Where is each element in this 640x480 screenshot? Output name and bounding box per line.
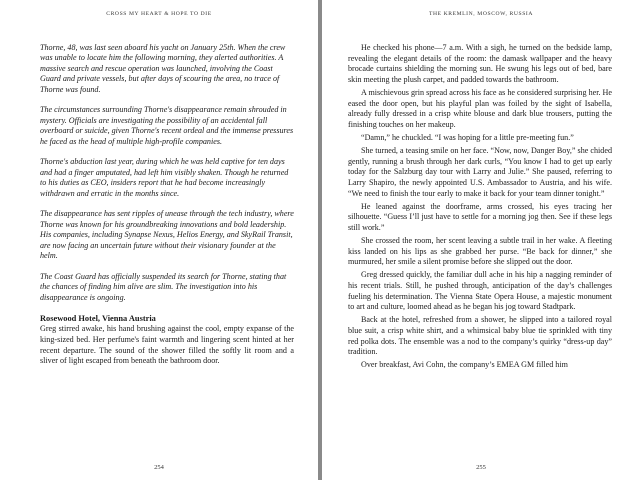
news-paragraph: Thorne, 48, was last seen aboard his yacht on January 25th. When the crew was unable to locate him the following morning, they alerted authorities. A massive search and rescue operation was launched, involving the Coast Guard and private vessels, but after days of scouring the area, no trace of Thorne was found. <box>40 43 286 94</box>
page-number-left: 254 <box>154 464 164 471</box>
news-paragraph: The circumstances surrounding Thorne's disappearance remain shrouded in mystery. Officials are investigating the possibility of an accidental fall overboard or suicide, given Thorne's recent ordeal and the immense pressures he faced as the head of multiple high-profile companies. <box>40 105 294 146</box>
body-paragraph: A mischievous grin spread across his face as he considered surprising her. He eased the door open, but his playful plan was foiled by the sight of Isabella, already fully dressed in a crisp white blouse and dark blue trousers, putting the finishing touches on her makeup. <box>348 87 612 129</box>
running-header-left: CROSS MY HEART & HOPE TO DIE <box>106 11 212 17</box>
body-paragraph: Back at the hotel, refreshed from a shower, he slipped into a tailored royal blue suit, a crisp white shirt, and a whimsical baby blue tie sprinkled with tiny red polka dots. The ensemble was a nod to the company’s quirky “dress-up day” tradition. <box>348 315 612 357</box>
section-heading: Rosewood Hotel, Vienna Austria <box>40 314 156 324</box>
body-paragraph: Greg stirred awake, his hand brushing against the cool, empty expanse of the king-sized bed. Her perfume's faint warmth and lingering scent hinted at her recent departure. The sound of the shower filled the softly lit room and a sliver of light escaped from beneath the bathroom door. <box>40 324 294 366</box>
body-paragraph: “Damn,” he chuckled. “I was hoping for a little pre-meeting fun.” <box>361 132 574 142</box>
body-paragraph: Greg dressed quickly, the familiar dull ache in his hip a nagging reminder of his recent trials. Still, he pushed through, anticipation of the day’s challenges fueling his determination. The Vienna State Opera House, a majestic monument to art and culture, loomed ahead as he began his jog toward Stadtpark. <box>348 270 612 312</box>
body-paragraph: He checked his phone—7 a.m. With a sigh, he turned on the bedside lamp, revealing the elegant details of the room: the damask wallpaper and the heavy brocade curtains shielding the morning sun. He swung his legs out of bed, bare skin meeting the plush carpet, and padded towards the bathroom. <box>348 43 612 84</box>
news-paragraph: Thorne's abduction last year, during which he was held captive for ten days and had a finger amputated, had left him visibly shaken. Though he returned to his duties as CEO, insiders report that he had become increasingly withdrawn and erratic in the months since. <box>40 157 289 198</box>
left-page <box>0 0 318 480</box>
body-paragraph: She turned, a teasing smile on her face. “Now, now, Danger Boy,” she chided gently, running a brush through her dark curls, “You know I had to get up early today for the Salzburg day tour with Larry and Julie.” She paused, referring to Larry Shapiro, the newly appointed U.S. Ambassador to Austria, and his wife. “We need to finish the tour early to make it back for your team dinner tonight.” <box>348 146 612 198</box>
right-page-body <box>348 43 612 371</box>
body-paragraph: Over breakfast, Avi Cohn, the company’s EMEA GM filled him <box>361 360 568 370</box>
left-page-body <box>40 43 294 367</box>
news-paragraph: The disappearance has sent ripples of unease through the tech industry, where Thorne was known for his groundbreaking innovations and bold leadership. His companies, including Synapse Nexus, Helios Energy, and SkyRail Transit, are now facing an uncertain future without their visionary founder at the helm. <box>40 209 294 261</box>
body-paragraph: She crossed the room, her scent leaving a subtle trail in her wake. A fleeting kiss landed on his lips as she grabbed her purse. “Be back for dinner,” she murmured, her smile a silent promise before she slipped out the door. <box>348 236 612 267</box>
right-page <box>322 0 640 480</box>
page-number-right: 255 <box>476 464 486 471</box>
news-paragraph: The Coast Guard has officially suspended its search for Thorne, stating that the chances of finding him alive are slim. The investigation into his disappearance is ongoing. <box>40 271 287 302</box>
body-paragraph: He leaned against the doorframe, arms crossed, his eyes tracing her silhouette. “Guess I’ll just have to settle for a morning jog then. See if these legs still work.” <box>348 201 612 232</box>
running-header-right: THE KREMLIN, MOSCOW, RUSSIA <box>428 11 534 17</box>
